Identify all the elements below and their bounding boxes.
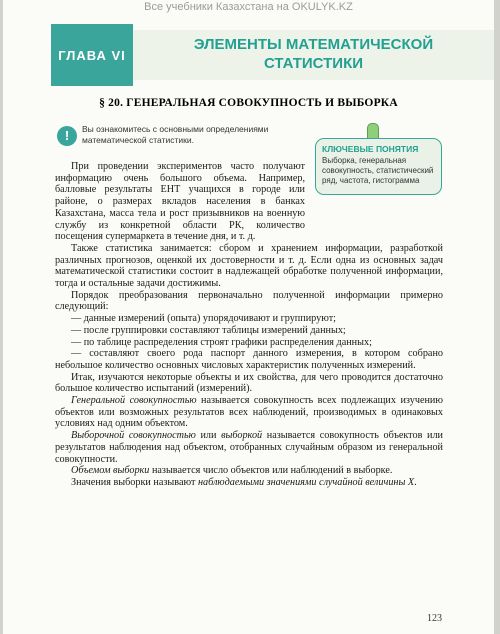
list-item: — данные измерений (опыта) упорядочивают и группируют; <box>71 313 336 325</box>
paragraph-8 <box>55 477 443 489</box>
paragraph-6 <box>55 430 443 465</box>
chapter-title-line2: СТАТИСТИКИ <box>263 55 364 72</box>
intro-text: Вы ознакомитесь с основными определениями математической статистики. <box>82 124 269 145</box>
paragraph-4: Итак, изучаются некоторые объекты и их свойства, для чего проводится достаточно большое количество испытаний (измерений). <box>55 371 443 395</box>
paragraph-6-mid: или <box>195 430 222 442</box>
paragraph-5-rest: называется совокупность всех подлежащих изучению объектов или возможных результатов всех наблюдений, производимых в одинаковых условиях над одним объектом. <box>55 395 443 430</box>
paragraph-2: Также статистика занимается: сбором и хранением информации, разработкой различных прогнозов, оценкой их достоверности и т. д. Если одна из основных задач математической статистики состоит в надлежащей обработке полученной информации, тогда и остальные задачи достижимы. <box>55 242 443 290</box>
term-sample-size: Объемом выборки <box>71 465 150 477</box>
list-item: — составляют своего рода паспорт данного измерения, в котором собрано небольшое количество основных числовых характеристик полученных измерений. <box>55 348 443 371</box>
exclamation-icon: ! <box>57 126 77 146</box>
chapter-title <box>143 35 484 73</box>
paragraph-8-start: Значения выборки называют <box>71 476 198 488</box>
paragraph-1: При проведении экспериментов часто получают информацию очень большого объема. Например, балловые результаты ЕНТ учащихся в городе или районе, о размерах вкладов населения в банках Казахстана, масса тела и рост призывников на военную службу из конкретной области РК, количество посещения супермаркета в течение дня, и т. д. <box>55 161 305 243</box>
paragraph-3: Порядок преобразования первоначально полученной информации примерно следующий: <box>55 289 443 313</box>
paragraph-7-rest: называется число объектов или наблюдений в выборке. <box>149 465 393 477</box>
list-item: — по таблице распределения строят графики распределения данных; <box>71 336 372 348</box>
chapter-title-line1: ЭЛЕМЕНТЫ МАТЕМАТИЧЕСКОЙ <box>193 36 434 53</box>
term-sample: выборкой <box>221 430 263 442</box>
paragraph-7 <box>55 465 443 477</box>
page-number: 123 <box>427 613 442 624</box>
chapter-label: ГЛАВА VI <box>51 24 133 86</box>
key-concepts-heading: КЛЮЧЕВЫЕ ПОНЯТИЯ <box>322 144 419 154</box>
textbook-page <box>3 0 494 634</box>
section-title: § 20. ГЕНЕРАЛЬНАЯ СОВОКУПНОСТЬ И ВЫБОРКА <box>99 97 398 109</box>
list-item: — после группировки составляют таблицы измерений данных; <box>71 324 346 336</box>
paragraph-8-end: . <box>414 476 417 488</box>
term-general-population: Генеральной совокупностью <box>71 395 197 407</box>
key-concepts-text: Выборка, генеральная совокупность, статистический ряд, частота, гистограмма <box>322 156 434 185</box>
paragraph-6-rest: называется совокупность объектов или результатов наблюдения над объектом, отобранных случайным образом из генеральной совокупности. <box>55 430 444 465</box>
term-observed-values: наблюдаемыми значениями случайной величины X <box>197 476 415 488</box>
chapter-header <box>3 24 494 86</box>
term-sample-population: Выборочной совокупностью <box>71 430 196 442</box>
paragraph-5 <box>55 395 443 430</box>
body-text <box>55 161 443 489</box>
watermark: Все учебники Казахстана на OKULYK.KZ <box>144 1 353 13</box>
